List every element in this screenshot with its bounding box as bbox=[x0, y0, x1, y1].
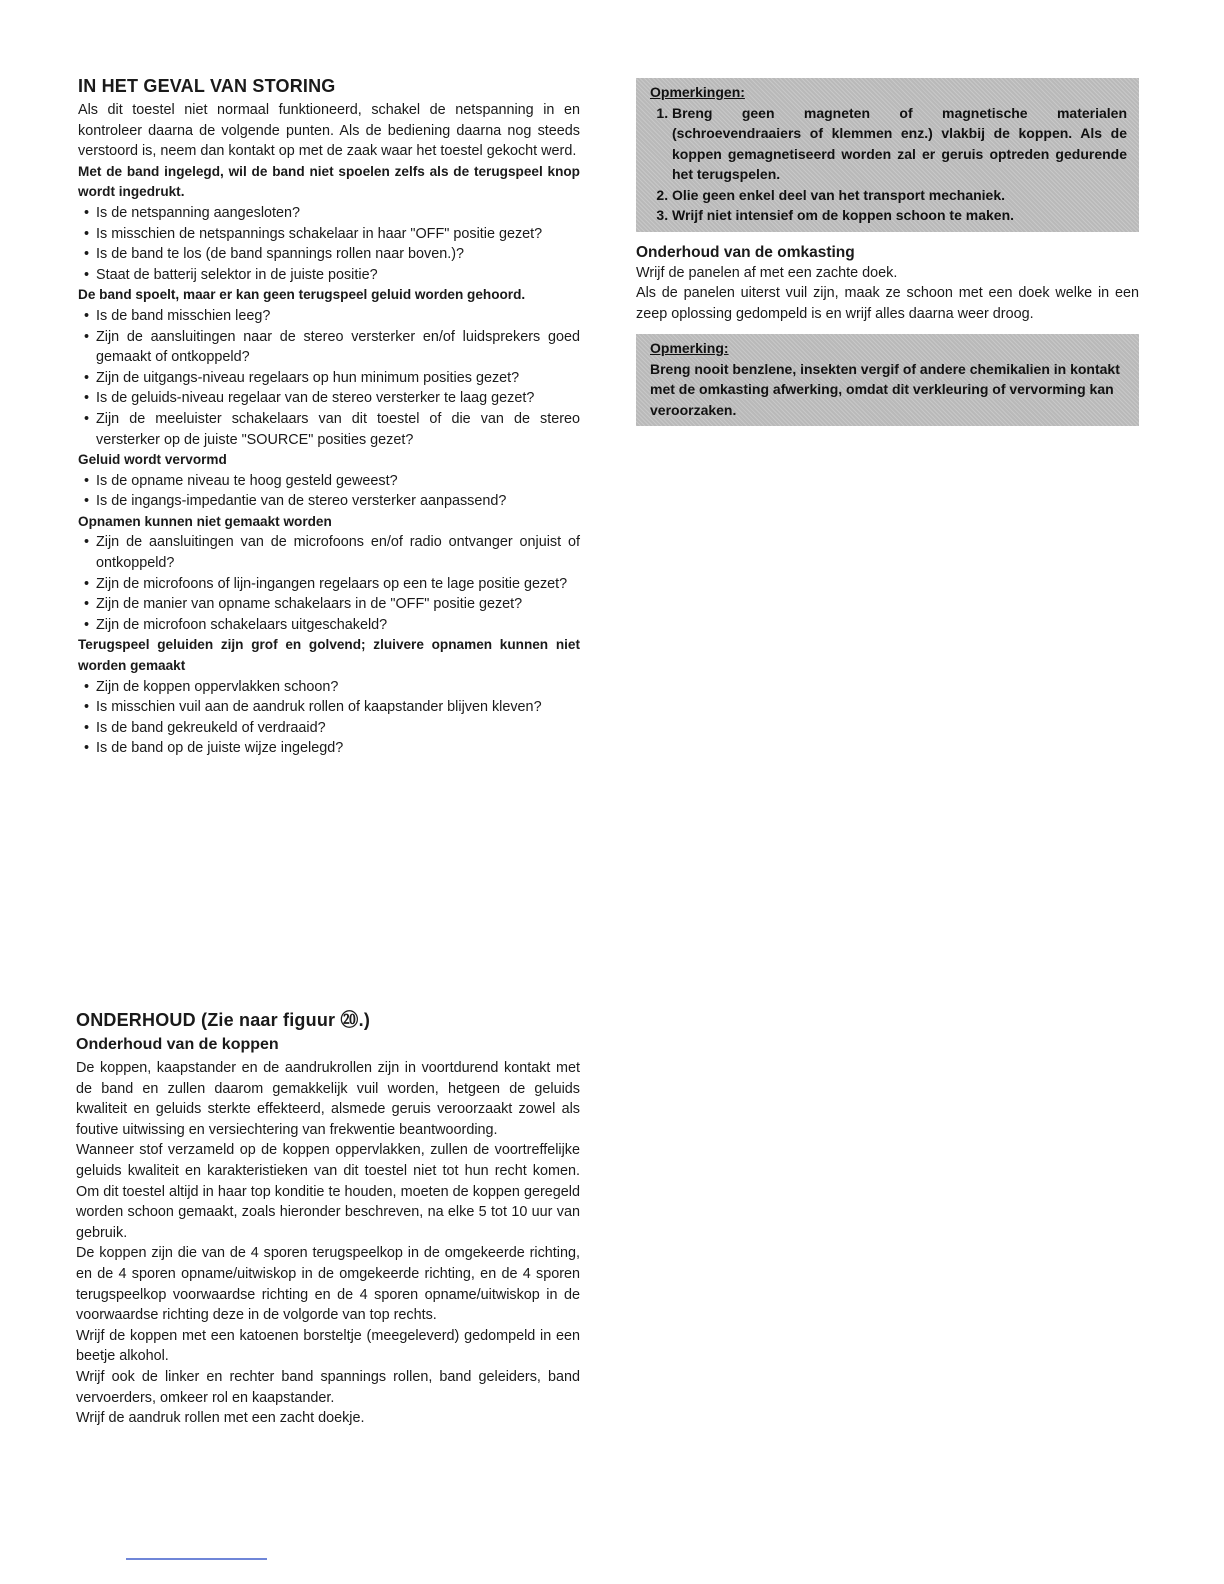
group-heading: Terugspeel geluiden zijn grof en golvend; zluivere opnamen kunnen niet worden gemaakt bbox=[78, 637, 580, 674]
question-list bbox=[78, 677, 580, 759]
omkasting-line: Wrijf de panelen af met een zachte doek. bbox=[636, 264, 898, 281]
list-item: 2. Olie geen enkel deel van het transport mechaniek. bbox=[672, 185, 1127, 206]
list-item: • Is de band misschien leeg? bbox=[78, 306, 580, 327]
onderhoud-section bbox=[76, 1008, 580, 1429]
storing-title: IN HET GEVAL VAN STORING bbox=[78, 76, 336, 96]
group-heading: Opnamen kunnen niet gemaakt worden bbox=[78, 513, 332, 529]
list-item: • Staat de batterij selektor in de juiste positie? bbox=[78, 265, 580, 286]
onderhoud-title: ONDERHOUD (Zie naar figuur ⑳.) bbox=[76, 1010, 371, 1030]
list-item: • Zijn de aansluitingen naar de stereo versterker en/of luidsprekers goed gemaakt of ontkoppeld? bbox=[78, 327, 580, 368]
opmerkingen-list bbox=[650, 103, 1127, 226]
onderhoud-paragraph: De koppen zijn die van de 4 sporen terugspeelkop in de omgekeerde richting, en de 4 sporen opname/uitwiskop in de omgekeerde richting, en de 4 sporen terugspeelkop voorwaardse richting en de 4 sporen opname/uitwiskop in de voorwaardse richting deze in de volgorde van top rechts. bbox=[76, 1245, 580, 1324]
group-heading: De band spoelt, maar er kan geen terugspeel geluid worden gehoord. bbox=[78, 287, 526, 303]
list-item: • Is de opname niveau te hoog gesteld geweest? bbox=[78, 471, 580, 492]
list-item: • Zijn de microfoon schakelaars uitgeschakeld? bbox=[78, 615, 580, 636]
opmerking-title: Opmerking: bbox=[650, 340, 729, 357]
list-item: • Is de band op de juiste wijze ingelegd? bbox=[78, 738, 580, 759]
list-item: • Is de band te los (de band spannings rollen naar boven.)? bbox=[78, 244, 580, 265]
list-item: • Zijn de manier van opname schakelaars in de "OFF" positie gezet? bbox=[78, 594, 580, 615]
list-item: • Is de geluids-niveau regelaar van de stereo versterker te laag gezet? bbox=[78, 388, 580, 409]
list-item: • Is misschien vuil aan de aandruk rollen of kaapstander blijven kleven? bbox=[78, 697, 580, 718]
list-item: • Zijn de uitgangs-niveau regelaars op hun minimum posities gezet? bbox=[78, 368, 580, 389]
onderhoud-paragraph: Wrijf de aandruk rollen met een zacht doekje. bbox=[76, 1410, 365, 1427]
storing-group bbox=[78, 635, 580, 759]
storing-group bbox=[78, 512, 580, 636]
list-item: • Zijn de koppen oppervlakken schoon? bbox=[78, 677, 580, 698]
group-heading: Geluid wordt vervormd bbox=[78, 452, 227, 468]
list-item: • Zijn de aansluitingen van de microfoons en/of radio ontvanger onjuist of ontkoppeld? bbox=[78, 532, 580, 573]
opmerkingen-box bbox=[636, 78, 1139, 232]
onderhoud-subtitle: Onderhoud van de koppen bbox=[76, 1036, 279, 1053]
onderhoud-paragraph: Wrijf ook de linker en rechter band spannings rollen, band geleiders, band vervoerders, omkeer rol en kaapstander. bbox=[76, 1368, 580, 1406]
group-heading: Met de band ingelegd, wil de band niet spoelen zelfs als de terugspeel knop wordt ingedrukt. bbox=[78, 163, 580, 200]
list-item: • Is de band gekreukeld of verdraaid? bbox=[78, 718, 580, 739]
question-list bbox=[78, 471, 580, 512]
list-item: • Zijn de meeluister schakelaars van dit toestel of die van de stereo versterker op de juiste "SOURCE" posities gezet? bbox=[78, 409, 580, 450]
question-list bbox=[78, 306, 580, 450]
onderhoud-paragraph: Wrijf de koppen met een katoenen borsteltje (meegeleverd) gedompeld in een beetje alkohol. bbox=[76, 1327, 580, 1365]
list-item: 1. Breng geen magneten of magnetische materialen (schroevendraaiers of klemmen enz.) vlakbij de koppen. Als de koppen gemagnetiseerd worden zal er geruis optreden gedurende het terugspelen. bbox=[672, 103, 1127, 185]
storing-section bbox=[78, 74, 580, 759]
list-item: • Is de netspanning aangesloten? bbox=[78, 203, 580, 224]
storing-group bbox=[78, 162, 580, 286]
opmerking-text: Breng nooit benzlene, insekten vergif of andere chemikalien in kontakt met de omkasting afwerking, omdat dit verkleuring of vervorming kan veroorzaken. bbox=[650, 360, 1120, 418]
list-item: • Is misschien de netspannings schakelaar in haar "OFF" positie gezet? bbox=[78, 224, 580, 245]
list-item: • Zijn de microfoons of lijn-ingangen regelaars op een te lage positie gezet? bbox=[78, 574, 580, 595]
question-list bbox=[78, 532, 580, 635]
list-item: 3. Wrijf niet intensief om de koppen schoon te maken. bbox=[672, 205, 1127, 226]
omkasting-paragraph: Als de panelen uiterst vuil zijn, maak ze schoon met een doek welke in een zeep oplossing gedompeld is en wrijf alles daarna weer droog. bbox=[636, 285, 1139, 322]
question-list bbox=[78, 203, 580, 285]
divider bbox=[126, 1558, 267, 1560]
storing-group bbox=[78, 285, 580, 450]
opmerking-box bbox=[636, 334, 1139, 426]
storing-group bbox=[78, 450, 580, 512]
omkasting-title: Onderhoud van de omkasting bbox=[636, 243, 855, 261]
onderhoud-paragraph: Wanneer stof verzameld op de koppen oppervlakken, zullen de voortreffelijke geluids kwaliteit en karakteristieken van dit toestel niet tot hun recht komen. Om dit toestel altijd in haar top konditie te houden, moeten de koppen geregeld worden schoon gemaakt, zoals hieronder beschreven, na elke 5 tot 10 uur van gebruik. bbox=[76, 1142, 580, 1241]
right-column bbox=[636, 78, 1139, 426]
list-item: • Is de ingangs-impedantie van de stereo versterker aanpassend? bbox=[78, 491, 580, 512]
onderhoud-paragraph: De koppen, kaapstander en de aandrukrollen zijn in voortdurend kontakt met de band en zullen daarom gemakkelijk vuil worden, hetgeen de geluids kwaliteit en geluids sterkte effekteerd, alsmede geruis veroorzaakt zowel als foutive uitwissing en versiechtering van frekwentie beantwoording. bbox=[76, 1060, 580, 1138]
opmerkingen-title: Opmerkingen: bbox=[650, 84, 745, 100]
storing-intro: Als dit toestel niet normaal funktioneerd, schakel de netspanning in en kontroleer daarna de volgende punten. Als de bediening daarna nog steeds verstoord is, neem dan kontakt op met de zaak waar het toestel gekocht werd. bbox=[78, 102, 580, 160]
